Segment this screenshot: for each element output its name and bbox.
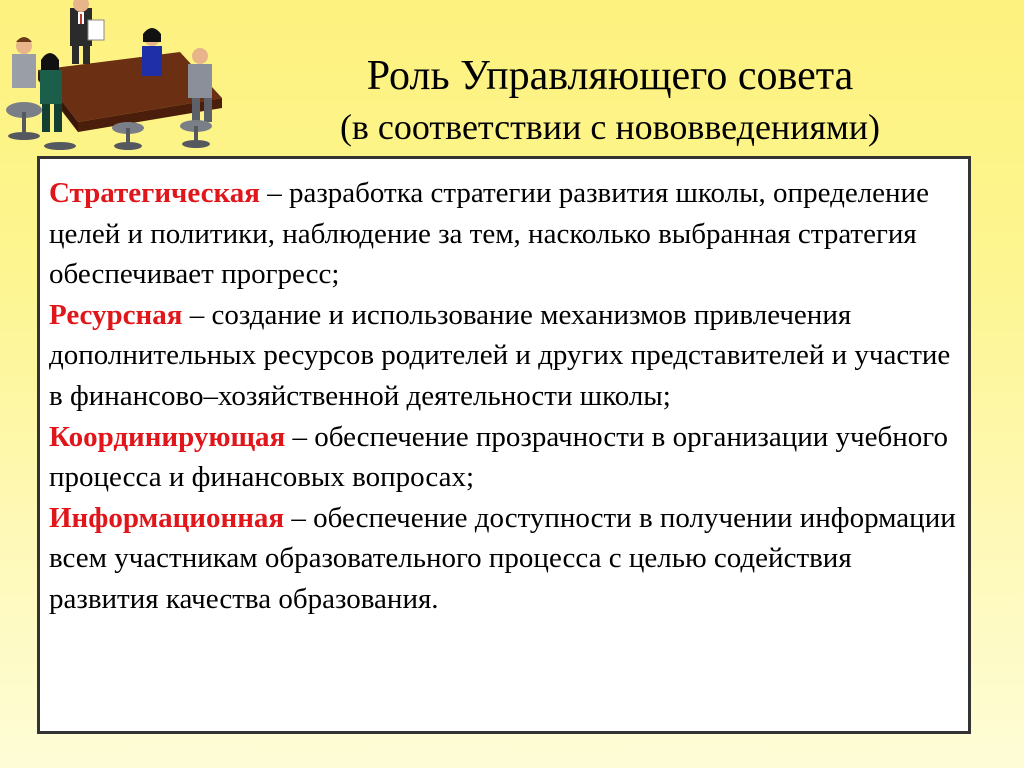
meeting-table-people-icon <box>0 0 230 155</box>
role-term: Стратегическая <box>49 177 260 209</box>
role-item-informational <box>49 498 960 620</box>
role-term: Информационная <box>49 501 285 534</box>
role-description: – создание и использование механизмов привлечения дополнительных ресурсов родителей и других представителей и участие в финансово–хозяйственной деятельности школы; <box>49 298 951 412</box>
role-item-resource <box>49 295 960 417</box>
role-description: – разработка стратегии развития школы, определение целей и политики, наблюдение за тем, насколько выбранная стратегия обеспечивает прогресс; <box>49 177 929 291</box>
slide-subtitle: (в соответствии с нововведениями) <box>339 107 881 147</box>
role-term: Ресурсная <box>49 298 183 331</box>
role-item-coordinating <box>49 417 960 498</box>
role-description: – обеспечение доступности в получении информации всем участникам образовательного процесса с целью содействия развития качества образования. <box>49 501 956 615</box>
content-box <box>37 156 971 734</box>
role-item-strategic <box>49 173 960 295</box>
title-block <box>230 52 990 150</box>
slide-title: Роль Управляющего совета <box>366 53 854 99</box>
role-term: Координирующая <box>49 420 286 453</box>
role-description: – обеспечение прозрачности в организации учебного процесса и финансовых вопросах; <box>49 420 948 494</box>
